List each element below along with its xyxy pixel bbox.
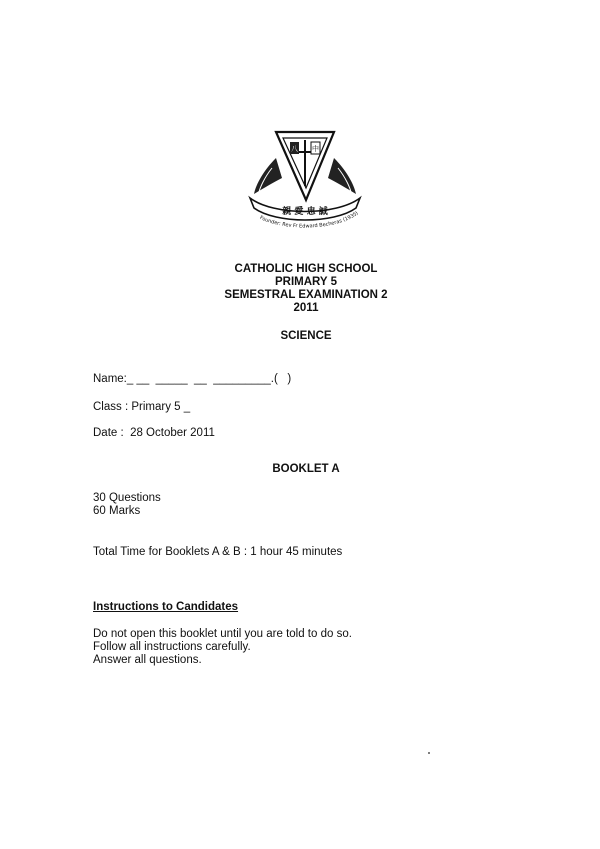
level: PRIMARY 5 [275, 276, 337, 288]
booklet-title: BOOKLET A [272, 463, 340, 475]
name-field: Name:_ __ _____ __ _________.( ) [93, 373, 292, 385]
exam-year: 2011 [293, 302, 319, 314]
scan-speck [428, 752, 430, 754]
class-field: Class : Primary 5 _ [93, 401, 191, 413]
school-name: CATHOLIC HIGH SCHOOL [234, 263, 378, 275]
instructions-list [93, 628, 352, 667]
school-crest-logo [246, 128, 364, 238]
date-field: Date : 28 October 2011 [93, 427, 215, 439]
instruction-line: Follow all instructions carefully. [93, 641, 251, 653]
crest-motto: Founder: Rev Fr Edward Becheras (1935) [258, 210, 360, 230]
instruction-line: Answer all questions. [93, 654, 202, 666]
exam-title: SEMESTRAL EXAMINATION 2 [224, 289, 388, 301]
instructions-title: Instructions to Candidates [93, 601, 239, 613]
svg-text:中: 中 [312, 145, 319, 153]
instruction-line: Do not open this booklet until you are told to do so. [93, 628, 352, 640]
question-count: 30 Questions [93, 492, 161, 504]
total-marks: 60 Marks [93, 505, 141, 517]
subject-title: SCIENCE [280, 330, 332, 342]
svg-text:八: 八 [291, 145, 298, 153]
crest-banner-text: 親 愛 忠 誠 [282, 207, 328, 217]
total-time: Total Time for Booklets A & B : 1 hour 45 minutes [93, 546, 343, 558]
